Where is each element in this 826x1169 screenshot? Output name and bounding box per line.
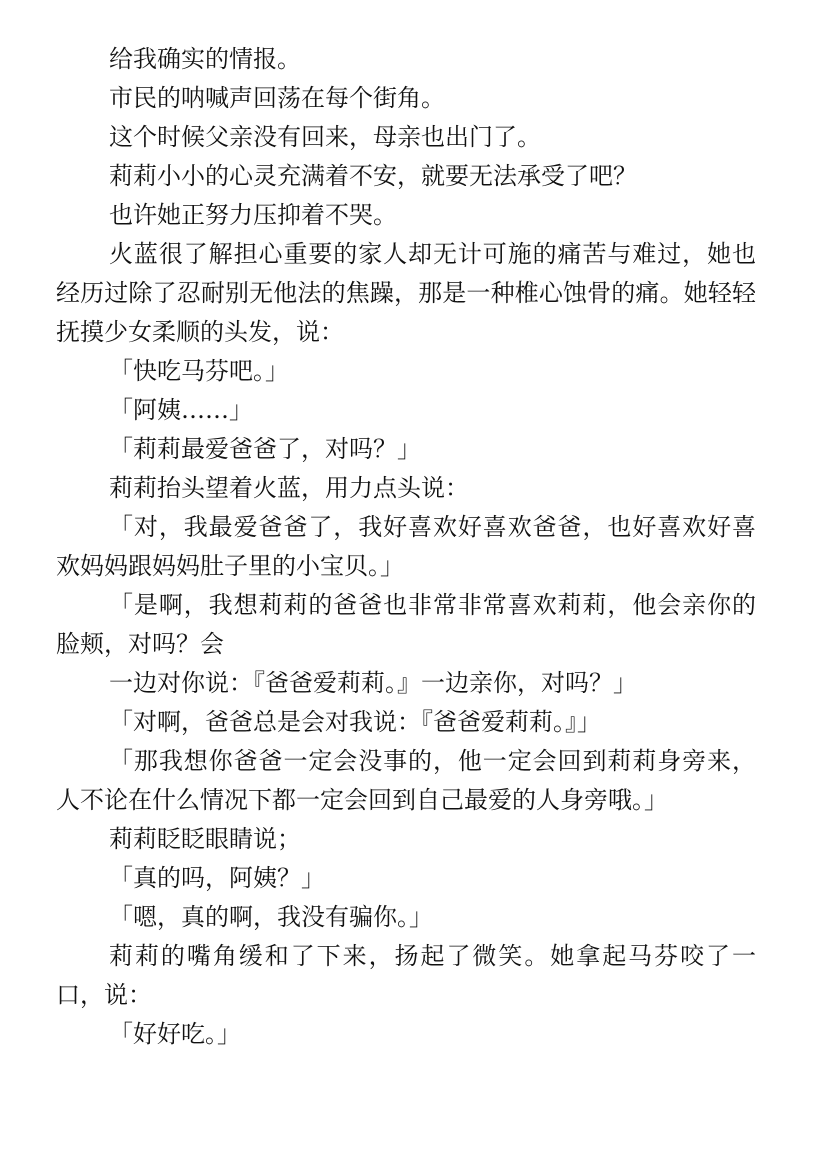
paragraph: 莉莉眨眨眼睛说； — [109, 825, 301, 853]
dialogue-line: 「是啊，我想莉莉的爸爸也非常非常喜欢莉莉，他会亲你的脸颊，对吗？会 — [56, 591, 756, 658]
dialogue-line: 「对啊，爸爸总是会对我说：『爸爸爱莉莉。』」 — [109, 708, 601, 736]
paragraph: 莉莉抬头望着火蓝，用力点头说： — [109, 474, 469, 502]
dialogue-line: 「好好吃。」 — [109, 1020, 241, 1048]
paragraph: 也许她正努力压抑着不哭。 — [109, 201, 397, 229]
paragraph: 给我确实的情报。 — [109, 45, 301, 73]
dialogue-line: 「快吃马芬吧。」 — [109, 357, 289, 385]
dialogue-line: 「阿姨……」 — [109, 396, 253, 424]
dialogue-line: 「嗯，真的啊，我没有骗你。」 — [109, 903, 433, 931]
dialogue-line: 「对，我最爱爸爸了，我好喜欢好喜欢爸爸，也好喜欢好喜欢妈妈跟妈妈肚子里的小宝贝。」 — [56, 513, 756, 580]
dialogue-line: 「那我想你爸爸一定会没事的，他一定会回到莉莉身旁来，人不论在什么情况下都一定会回到自己最爱的人身旁哦。」 — [56, 747, 756, 814]
dialogue-line: 「真的吗，阿姨？」 — [109, 864, 325, 892]
body-text — [56, 40, 756, 1054]
dialogue-line: 「莉莉最爱爸爸了，对吗？」 — [109, 435, 421, 463]
paragraph: 市民的呐喊声回荡在每个街角。 — [109, 84, 445, 112]
paragraph: 这个时候父亲没有回来，母亲也出门了。 — [109, 123, 541, 151]
paragraph: 火蓝很了解担心重要的家人却无计可施的痛苦与难过，她也经历过除了忍耐别无他法的焦躁，那是一种椎心蚀骨的痛。她轻轻抚摸少女柔顺的头发，说： — [56, 240, 756, 346]
dialogue-line: 一边对你说：『爸爸爱莉莉。』一边亲你，对吗？」 — [109, 669, 637, 697]
paragraph: 莉莉的嘴角缓和了下来，扬起了微笑。她拿起马芬咬了一口，说： — [56, 942, 756, 1009]
paragraph: 莉莉小小的心灵充满着不安，就要无法承受了吧？ — [109, 162, 637, 190]
